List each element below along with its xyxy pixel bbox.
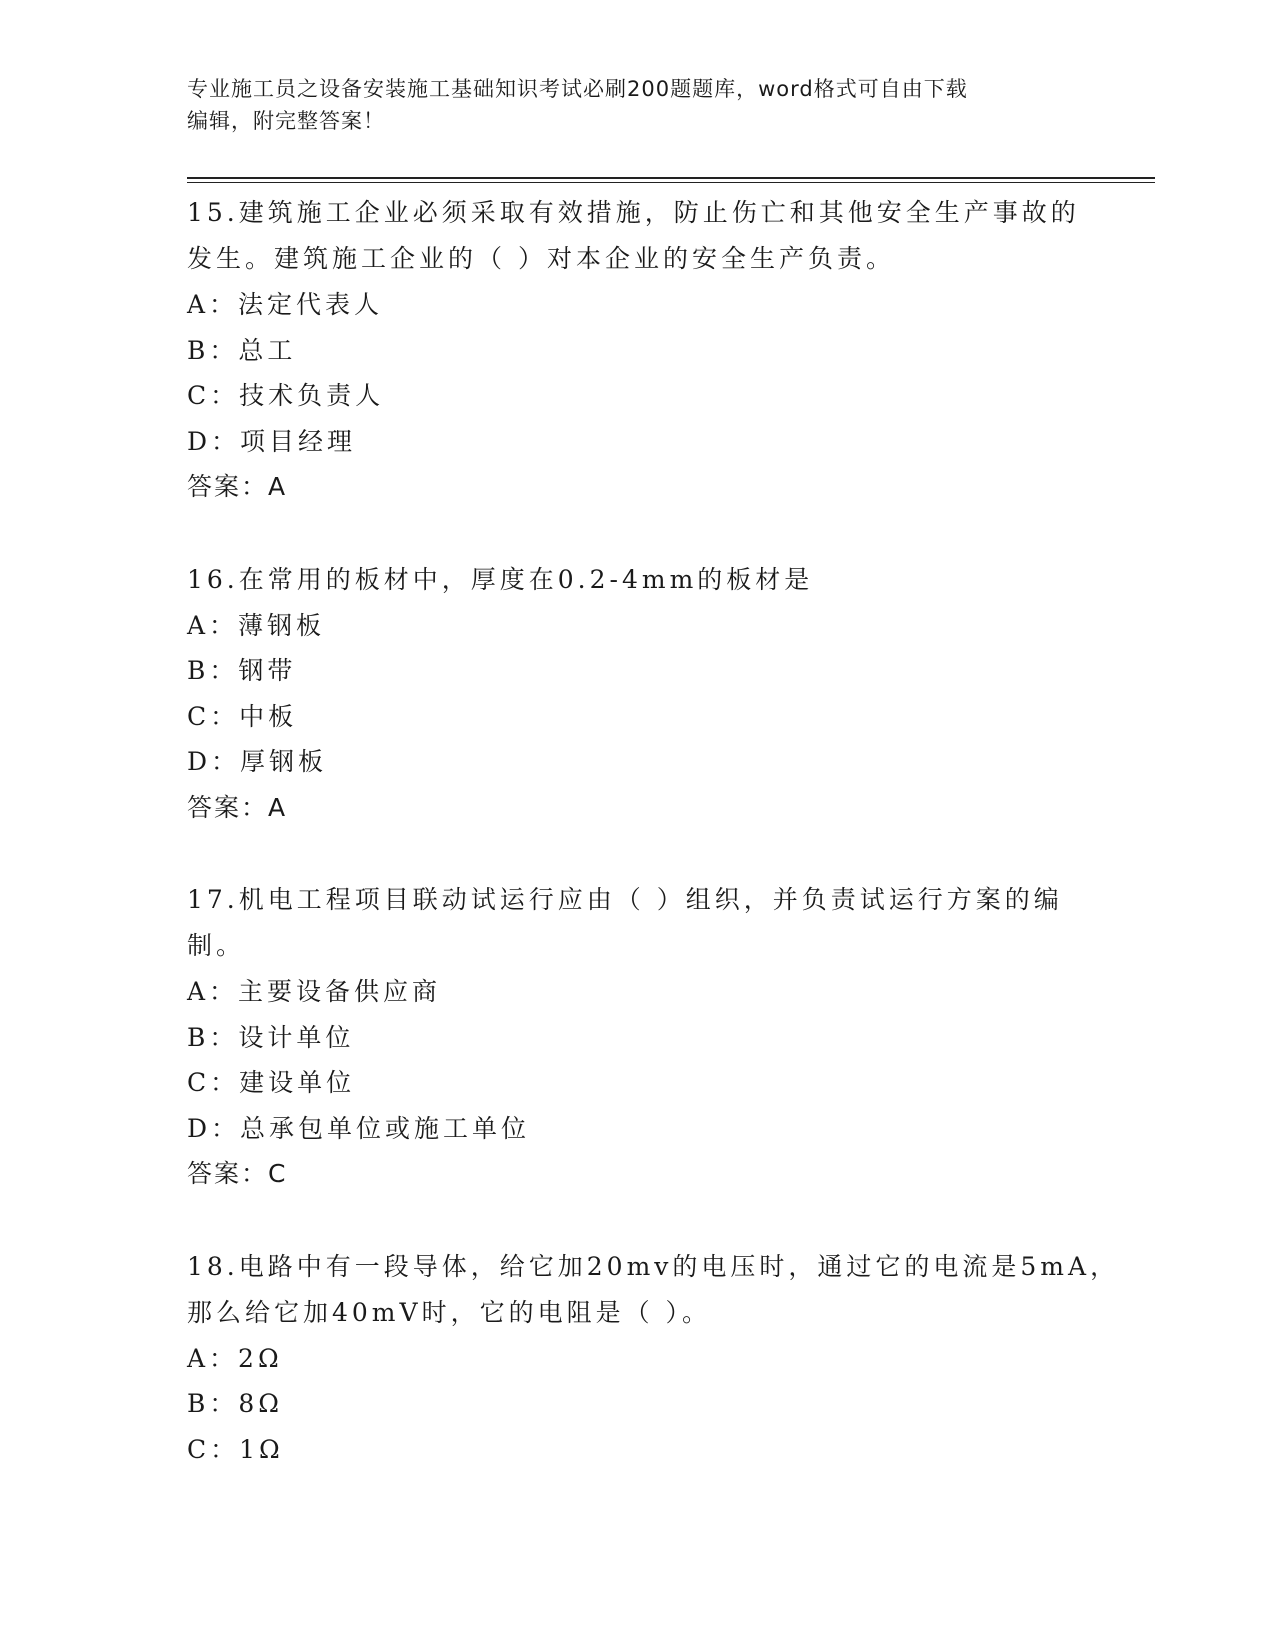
- option-c: C：1Ω: [187, 1434, 284, 1464]
- question-spacer: [187, 1197, 1155, 1242]
- header-line-1: 专业施工员之设备安装施工基础知识考试必刷200题题库，word格式可自由下载: [187, 77, 968, 101]
- option-d: D：厚钢板: [187, 747, 328, 776]
- option-b: B：8Ω: [187, 1389, 284, 1418]
- question-spacer: [187, 830, 1155, 875]
- stem-line: 17.机电工程项目联动试运行应由（ ）组织，并负责试运行方案的编: [187, 885, 1063, 914]
- option-c: C：中板: [187, 701, 298, 731]
- stem-line: 发生。建筑施工企业的（ ）对本企业的安全生产负责。: [187, 244, 895, 273]
- document-header: [187, 73, 1087, 137]
- stem-line: 16.在常用的板材中，厚度在0.2-4mm的板材是: [187, 564, 814, 594]
- stem-line: 15.建筑施工企业必须采取有效措施，防止伤亡和其他安全生产事故的: [187, 198, 1080, 227]
- option-d: D：项目经理: [187, 426, 357, 456]
- question-17: [187, 875, 1155, 1197]
- header-line-2: 编辑，附完整答案！: [187, 109, 385, 133]
- question-18: [187, 1242, 1155, 1473]
- question-stem: [187, 555, 1155, 603]
- question-stem: [187, 188, 1155, 282]
- option-a: A：薄钢板: [187, 610, 326, 640]
- question-stem: [187, 1242, 1155, 1336]
- question-16: [187, 555, 1155, 831]
- option-b: B：钢带: [187, 656, 297, 685]
- question-15: [187, 188, 1155, 510]
- option-a: A：主要设备供应商: [187, 977, 442, 1006]
- option-c: C：建设单位: [187, 1068, 356, 1097]
- question-spacer: [187, 510, 1155, 555]
- option-b: B：总工: [187, 335, 297, 365]
- option-a: A：法定代表人: [187, 290, 384, 319]
- stem-line: 18.电路中有一段导体，给它加20mv的电压时，通过它的电流是5mA，: [187, 1251, 1120, 1281]
- option-a: A：2Ω: [187, 1343, 283, 1373]
- stem-line: 那么给它加40mV时，它的电阻是（ ）。: [187, 1297, 712, 1327]
- header-divider-thin: [187, 182, 1155, 183]
- stem-line: 制。: [187, 931, 246, 960]
- header-divider-thick: [187, 177, 1155, 179]
- question-list: [187, 188, 1155, 1472]
- option-d: D：总承包单位或施工单位: [187, 1113, 531, 1143]
- answer: 答案：A: [187, 472, 288, 501]
- option-b: B：设计单位: [187, 1022, 355, 1052]
- answer: 答案：C: [187, 1159, 288, 1188]
- question-stem: [187, 875, 1155, 969]
- answer: 答案：A: [187, 792, 288, 822]
- option-c: C：技术负责人: [187, 381, 385, 410]
